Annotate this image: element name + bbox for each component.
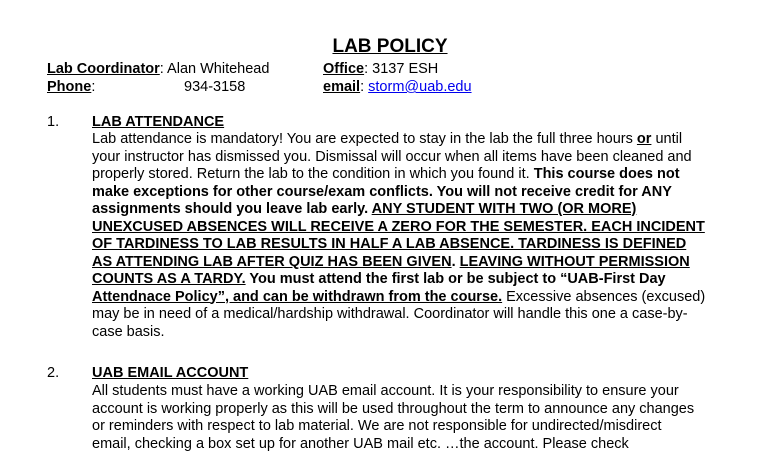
text-run: You must attend the first lab or be subject to “UAB-First Day <box>246 271 666 287</box>
text-run: UNEXCUSED ABSENCES WILL RECEIVE A ZERO FOR THE SEMESTER. EACH INCIDENT <box>92 219 705 235</box>
text-run: AS ATTENDING LAB AFTER QUIZ HAS BEEN GIVEN <box>92 254 452 270</box>
text-run: or reminders with respect to lab material. We are not responsible for undirected/misdirect <box>92 418 662 434</box>
paragraph-line <box>92 436 782 453</box>
paragraph-line <box>92 324 782 342</box>
section-heading-uab-email: UAB EMAIL ACCOUNT <box>92 365 248 381</box>
email-label: email <box>323 79 360 95</box>
paragraph-line <box>92 219 782 237</box>
text-run: COUNTS AS A TARDY. <box>92 271 246 287</box>
paragraph-line <box>92 201 782 219</box>
paragraph-line <box>92 184 782 202</box>
office-label: Office <box>323 61 364 77</box>
coordinator-label: Lab Coordinator <box>47 61 160 77</box>
text-run: Lab attendance is mandatory! You are expected to stay in the lab the full three hours <box>92 131 637 147</box>
text-run: case basis. <box>92 324 165 340</box>
section-number: 1. <box>47 114 59 130</box>
phone-value: 934-3158 <box>184 77 245 97</box>
paragraph-line <box>92 401 782 419</box>
text-run: Attendnace Policy”, and can be withdrawn from the course. <box>92 289 502 305</box>
paragraph-line <box>92 271 782 289</box>
paragraph-line <box>92 166 782 184</box>
paragraph-line <box>92 306 782 324</box>
paragraph-line <box>92 236 782 254</box>
section-body-uab-email <box>92 383 782 453</box>
office-value: 3137 ESH <box>372 61 438 77</box>
section-heading-lab-attendance: LAB ATTENDANCE <box>92 114 224 130</box>
text-run: ANY STUDENT WITH TWO (OR MORE) <box>372 201 637 217</box>
office-line: Office: 3137 ESH <box>323 59 438 79</box>
text-run: Excessive absences (excused) <box>502 289 705 305</box>
text-run: . <box>452 254 460 270</box>
paragraph-line <box>92 149 782 167</box>
text-run: account is working properly as this will be used throughout the term to announce any changes <box>92 401 694 417</box>
paragraph-line <box>92 131 782 149</box>
coordinator-line: Lab Coordinator: Alan Whitehead <box>47 59 269 79</box>
section-body-lab-attendance <box>92 131 782 341</box>
email-line: email: storm@uab.edu <box>323 77 472 97</box>
paragraph-line <box>92 383 782 401</box>
text-run: This course does not <box>534 166 680 182</box>
text-run: email, checking a box set up for another UAB mail etc. …the account. Please check <box>92 436 629 452</box>
text-run: until <box>651 131 682 147</box>
paragraph-line <box>92 418 782 436</box>
section-number: 2. <box>47 365 59 381</box>
phone-label: Phone <box>47 79 91 95</box>
text-run: properly stored. Return the lab to the condition in which you found it. <box>92 166 534 182</box>
paragraph-line <box>92 254 782 272</box>
text-run: your instructor has dismissed you. Dismissal will occur when all items have been cleaned and <box>92 149 692 165</box>
page-title: LAB POLICY <box>0 36 782 58</box>
text-run: LEAVING WITHOUT PERMISSION <box>460 254 690 270</box>
email-link[interactable]: storm@uab.edu <box>368 79 471 95</box>
text-run: OF TARDINESS TO LAB RESULTS IN HALF A LAB ABSENCE. TARDINESS IS DEFINED <box>92 236 686 252</box>
text-run: may be in need of a medical/hardship withdrawal. Coordinator will handle this one a case-by- <box>92 306 688 322</box>
paragraph-line <box>92 289 782 307</box>
phone-label-line: Phone: <box>47 77 95 97</box>
text-run: or <box>637 131 652 147</box>
coordinator-name: Alan Whitehead <box>167 61 269 77</box>
text-run: All students must have a working UAB email account. It is your responsibility to ensure your <box>92 383 679 399</box>
text-run: make exceptions for other course/exam conflicts. You will not receive credit for ANY <box>92 184 672 200</box>
text-run: assignments should you leave lab early. <box>92 201 372 217</box>
